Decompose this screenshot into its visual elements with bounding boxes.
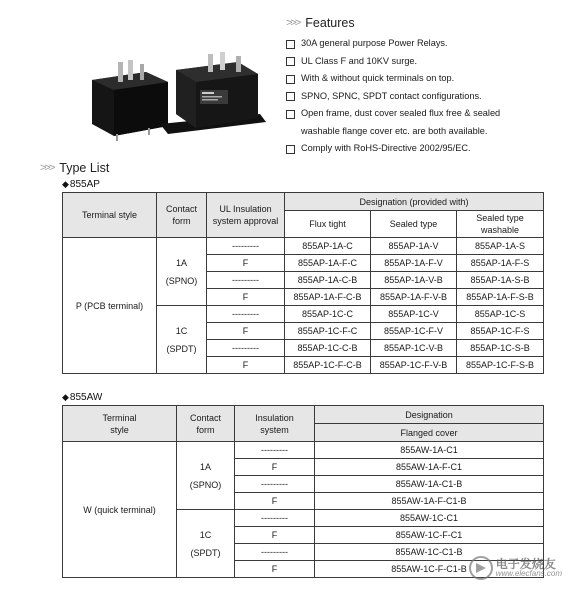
header-contact-form: Contact form [177, 406, 235, 442]
checkbox-icon [286, 57, 295, 66]
elecfans-logo-icon [468, 555, 494, 581]
header-contact-form: Contact form [157, 193, 207, 238]
relay-right-image [160, 52, 266, 134]
feature-item: SPNO, SPNC, SPDT contact configurations. [286, 88, 571, 106]
header-terminal-style: Terminal style [63, 193, 157, 238]
table-row: --------- 855AP-1A-C-B 855AP-1A-V-B 855AP-1A-S-B [63, 272, 544, 289]
table-row: F 855AP-1C-F-C 855AP-1C-F-V 855AP-1C-F-S [63, 323, 544, 340]
table-row: --------- 855AW-1C-C1-B [63, 544, 544, 561]
feature-item: With & without quick terminals on top. [286, 70, 571, 88]
checkbox-icon [286, 40, 295, 49]
header-designation: Designation [315, 406, 544, 424]
header-insulation-system: Insulation system [235, 406, 315, 442]
checkbox-icon [286, 110, 295, 119]
diamond-bullet-icon: ◆ [62, 392, 69, 402]
header-sealed-type: Sealed type [371, 211, 457, 238]
terminal-style-cell: W (quick terminal) [63, 442, 177, 578]
watermark [468, 555, 562, 581]
features-heading [286, 16, 571, 30]
table-row: F 855AW-1A-F-C1 [63, 459, 544, 476]
watermark-url-text: www.elecfans.com [495, 569, 562, 578]
contact-form-cell: 1A (SPNO) [177, 442, 235, 510]
checkbox-icon [286, 75, 295, 84]
double-chevron-icon: >>> [40, 162, 54, 174]
diamond-bullet-icon: ◆ [62, 179, 69, 189]
table-row: F 855AW-1C-F-C1 [63, 527, 544, 544]
header-ul-insulation: UL Insulation system approval [207, 193, 285, 238]
contact-form-cell: 1C (SPDT) [157, 306, 207, 374]
relay-photo [88, 52, 268, 142]
watermark-cn-text: 电子发烧友 [495, 557, 556, 571]
table-row: --------- 855AP-1C-C-B 855AP-1C-V-B 855AP-1C-S-B [63, 340, 544, 357]
header-sealed-washable: Sealed type washable [457, 211, 544, 238]
table-header-row [63, 406, 544, 424]
feature-item-continuation: washable flange cover etc. are both available. [301, 125, 488, 136]
features-title: Features [305, 16, 355, 30]
terminal-style-cell: P (PCB terminal) [63, 238, 157, 374]
features-section [286, 16, 571, 158]
checkbox-icon [286, 92, 295, 101]
features-list [286, 35, 571, 158]
table-row: F 855AP-1A-F-C-B 855AP-1A-F-V-B 855AP-1A-F-S-B [63, 289, 544, 306]
table-row: P (PCB terminal) 1A (SPNO) --------- 855AP-1A-C 855AP-1A-V 855AP-1A-S [63, 238, 544, 255]
table-row: --------- 855AW-1A-C1-B [63, 476, 544, 493]
feature-item: 30A general purpose Power Relays. [286, 35, 571, 53]
type-list-title: Type List [59, 161, 110, 175]
feature-item: Open frame, dust cover sealed flux free & sealed [286, 105, 571, 123]
header-designation: Designation (provided with) [285, 193, 544, 211]
feature-item: Comply with RoHS-Directive 2002/95/EC. [286, 140, 571, 158]
table-header-row [63, 193, 544, 211]
855aw-type-table [62, 405, 544, 578]
table-row: W (quick terminal) 1A (SPNO) --------- 855AW-1A-C1 [63, 442, 544, 459]
header-flux-tight: Flux tight [285, 211, 371, 238]
table-row: 1C (SPDT) --------- 855AP-1C-C 855AP-1C-V 855AP-1C-S [63, 306, 544, 323]
table-row: 1C (SPDT) --------- 855AW-1C-C1 [63, 510, 544, 527]
model-855aw-heading: ◆855AW [62, 392, 103, 403]
table-row: F 855AP-1A-F-C 855AP-1A-F-V 855AP-1A-F-S [63, 255, 544, 272]
contact-form-cell: 1C (SPDT) [177, 510, 235, 578]
header-terminal-style: Terminal style [63, 406, 177, 442]
model-855ap-heading: ◆855AP [62, 179, 100, 190]
header-flanged-cover: Flanged cover [315, 424, 544, 442]
checkbox-icon [286, 145, 295, 154]
feature-item: UL Class F and 10KV surge. [286, 53, 571, 71]
type-list-heading [40, 161, 109, 175]
contact-form-cell: 1A (SPNO) [157, 238, 207, 306]
855ap-type-table [62, 192, 544, 374]
table-row: F 855AP-1C-F-C-B 855AP-1C-F-V-B 855AP-1C-F-S-B [63, 357, 544, 374]
table-row: F 855AW-1A-F-C1-B [63, 493, 544, 510]
relay-left-image [92, 60, 168, 141]
double-chevron-icon: >>> [286, 17, 300, 29]
table-row: F 855AW-1C-F-C1-B [63, 561, 544, 578]
